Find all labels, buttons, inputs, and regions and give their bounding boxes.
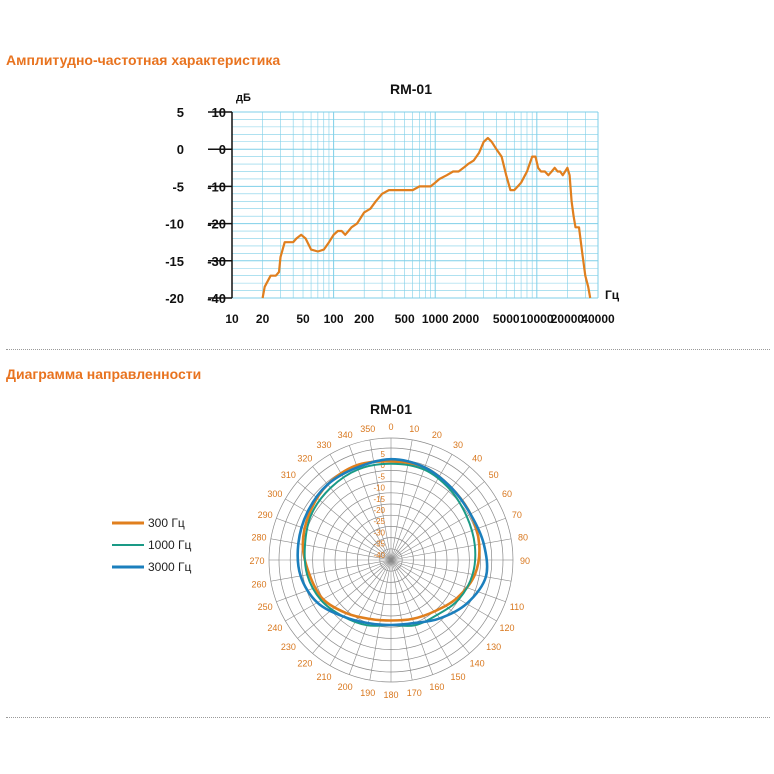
polar-series-line <box>305 464 476 626</box>
polar-angle-label: 260 <box>251 579 267 590</box>
polar-angle-label: 200 <box>337 681 353 692</box>
polar-grid-tick <box>276 518 285 521</box>
polar-angle-label: 170 <box>406 687 422 698</box>
polar-grid-tick <box>501 579 511 581</box>
polar-angle-label: 140 <box>469 658 485 669</box>
polar-grid-tick <box>271 539 281 541</box>
polar-angle-label: 120 <box>499 623 515 633</box>
polar-angle-label: 310 <box>280 469 296 480</box>
frequency-response-chart <box>0 70 774 340</box>
fr-y-tick-labels <box>165 105 226 306</box>
fr-x-tick-label: 40000 <box>581 312 615 326</box>
polar-angle-label: 150 <box>450 672 466 683</box>
fr-x-tick-label: 10000 <box>520 312 554 326</box>
polar-grid-tick <box>370 440 372 450</box>
fr-x-tick-label: 5000 <box>492 312 520 326</box>
polar-radial-label: 5 <box>380 450 385 459</box>
fr-x-tick-label: 2000 <box>452 312 480 326</box>
polar-angle-label: 90 <box>519 556 531 566</box>
polar-angle-label: 280 <box>251 532 267 543</box>
fr-x-tick-label: 100 <box>323 312 344 326</box>
polar-grid-tick <box>488 616 497 621</box>
fr-y-tick-label-right: -40 <box>207 291 226 306</box>
section-divider <box>6 349 770 350</box>
polar-angle-label: 290 <box>257 510 273 521</box>
fr-x-tick-label: 1000 <box>421 312 449 326</box>
polar-grid-tick <box>349 445 352 454</box>
polar-angle-label: 50 <box>488 469 499 480</box>
polar-angle-label: 270 <box>249 556 265 566</box>
fr-chart-title: RM-01 <box>389 81 433 97</box>
polar-grid-tick <box>463 646 469 654</box>
polar-grid-tick <box>330 454 335 463</box>
polar-angle-label: 240 <box>267 623 283 633</box>
legend-label: 1000 Гц <box>148 538 192 552</box>
legend-swatch <box>112 564 144 570</box>
polar-angle-label: 30 <box>452 439 464 450</box>
polar-legend <box>112 512 191 578</box>
fr-y-tick-label-right: -20 <box>207 216 226 232</box>
polar-grid-tick <box>496 518 505 521</box>
legend-label: 3000 Гц <box>148 560 192 574</box>
frequency-response-title: Амплитудно-частотная характеристика <box>6 52 281 68</box>
legend-item <box>112 556 191 578</box>
fr-x-tick-label: 20000 <box>550 312 585 326</box>
polar-grid-tick <box>447 454 452 463</box>
polar-radial-label: -5 <box>377 472 385 482</box>
polar-angle-label: 20 <box>431 430 442 441</box>
fr-x-tick-label: 50 <box>296 312 310 326</box>
fr-y-tick-label-left: -5 <box>172 179 184 195</box>
polar-grid-tick <box>410 440 412 450</box>
polar-pattern-title: Диаграмма направленности <box>6 366 202 382</box>
polar-angle-label: 80 <box>517 532 528 543</box>
polar-grid-tick <box>330 657 335 666</box>
polar-angle-label: 0 <box>388 422 394 432</box>
polar-grid-tick <box>298 632 306 638</box>
polar-grid-tick <box>271 579 281 581</box>
fr-grid <box>208 112 598 298</box>
fr-x-tick-label: 500 <box>394 312 415 326</box>
fr-y-tick-label-left: -15 <box>165 253 184 269</box>
polar-grid-tick <box>285 616 294 621</box>
polar-angle-label: 210 <box>316 672 332 683</box>
fr-x-tick-labels <box>225 312 615 326</box>
polar-angle-label: 320 <box>297 453 313 464</box>
polar-radial-label: -15 <box>373 494 385 504</box>
fr-x-tick-label: 200 <box>354 312 375 326</box>
polar-grid-tick <box>477 482 485 488</box>
fr-series <box>263 138 591 298</box>
polar-chart-title: RM-01 <box>369 401 413 417</box>
polar-angle-label: 350 <box>360 424 376 435</box>
polar-radial-label: -30 <box>373 528 385 538</box>
polar-grid-tick <box>477 632 485 638</box>
polar-angle-label: 130 <box>486 642 502 653</box>
polar-grid-tick <box>349 665 352 674</box>
polar-radial-label: -40 <box>373 550 385 560</box>
polar-grid-tick <box>488 499 497 504</box>
polar-radial-label: 0 <box>380 461 385 471</box>
polar-grid-tick <box>285 499 294 504</box>
polar-angle-label: 190 <box>360 687 376 698</box>
polar-grid-tick <box>276 598 285 601</box>
polar-angle-label: 40 <box>472 453 483 464</box>
legend-item <box>112 534 191 556</box>
polar-grid-tick <box>496 598 505 601</box>
polar-grid-tick <box>463 467 469 475</box>
polar-grid-tick <box>298 482 306 488</box>
polar-angle-label: 60 <box>502 489 513 499</box>
polar-angle-label: 340 <box>337 430 353 441</box>
polar-angle-label: 230 <box>280 642 296 653</box>
fr-y-tick-label-right: -30 <box>207 253 226 269</box>
fr-x-axis-label: Гц <box>605 288 620 302</box>
polar-angle-label: 330 <box>316 439 332 450</box>
polar-grid-tick <box>447 657 452 666</box>
fr-y-tick-label-left: 0 <box>176 142 184 158</box>
section-divider <box>6 717 770 718</box>
legend-swatch <box>112 542 144 548</box>
polar-angle-label: 180 <box>383 690 399 700</box>
legend-swatch <box>112 520 144 526</box>
polar-radial-label: -10 <box>373 483 385 493</box>
polar-angle-label: 220 <box>297 658 313 669</box>
polar-grid-tick <box>370 670 372 680</box>
polar-radial-label: -35 <box>373 539 385 549</box>
polar-grid-tick <box>429 445 432 454</box>
legend-label: 300 Гц <box>148 516 185 530</box>
fr-series-line <box>263 138 591 298</box>
fr-y-tick-label-left: -20 <box>165 291 184 306</box>
polar-grid-tick <box>410 670 412 680</box>
fr-y-tick-label-right: 0 <box>218 142 226 158</box>
polar-angle-label: 160 <box>429 681 445 692</box>
fr-x-tick-label: 10 <box>225 312 239 326</box>
fr-y-tick-label-right: 10 <box>211 105 226 120</box>
polar-angle-label: 10 <box>409 424 420 435</box>
polar-angle-label: 300 <box>267 489 283 499</box>
polar-angle-label: 250 <box>257 601 273 612</box>
polar-radial-label: -25 <box>373 517 385 527</box>
fr-y-tick-label-left: -10 <box>165 216 184 232</box>
polar-radial-label: -20 <box>373 506 385 515</box>
legend-item <box>112 512 191 534</box>
polar-grid-tick <box>313 467 319 475</box>
fr-y-tick-label-left: 5 <box>176 105 184 120</box>
fr-x-tick-label: 20 <box>255 312 270 326</box>
fr-y-axis-label: дБ <box>236 92 251 104</box>
fr-y-tick-label-right: -10 <box>207 179 226 195</box>
polar-grid-tick <box>501 539 511 541</box>
polar-angle-label: 110 <box>509 601 525 612</box>
polar-grid-tick <box>313 646 319 654</box>
polar-grid-tick <box>429 665 432 674</box>
polar-angle-label: 70 <box>511 510 522 521</box>
